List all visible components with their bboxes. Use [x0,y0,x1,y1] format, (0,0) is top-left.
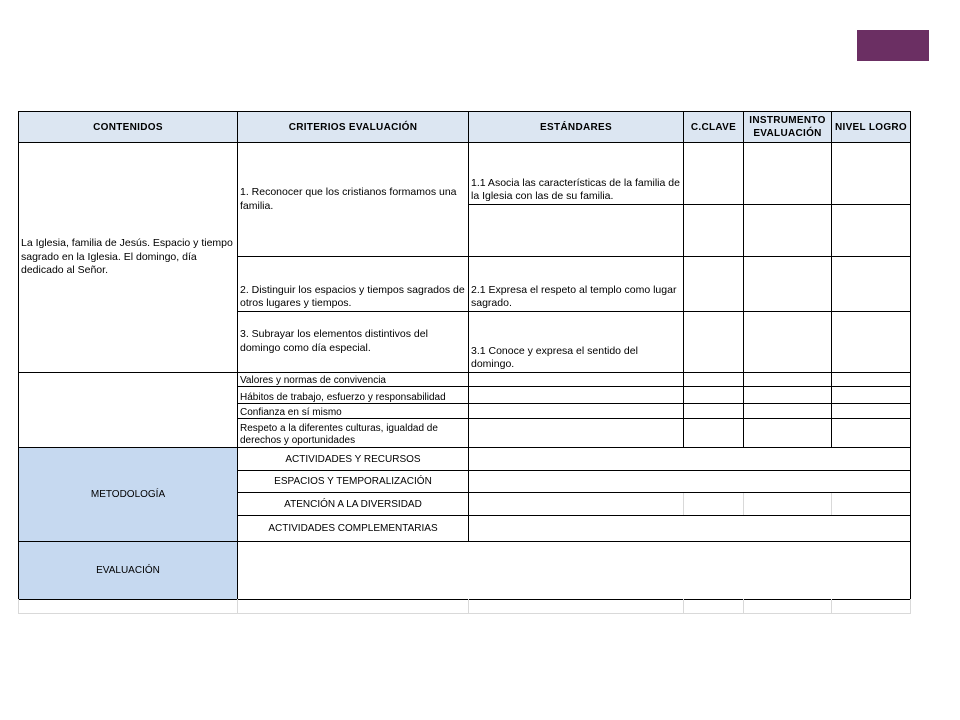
evaluacion-value [237,541,911,600]
valor-nivel-cell [831,386,911,404]
valor-instrumento-cell [743,372,832,387]
valor-cclave-cell [683,403,744,419]
cclave-cell [683,311,744,373]
nivel-cell [831,142,911,205]
valor-instrumento-cell [743,403,832,419]
cclave-cell [683,256,744,312]
instrumento-cell [743,256,832,312]
valor-nivel-cell [831,403,911,419]
valor-estandar-cell [468,403,684,419]
metodologia-row-1: ACTIVIDADES Y RECURSOS [237,447,469,471]
empty-row-cell [683,599,744,614]
empty-row-cell [831,599,911,614]
instrumento-cell [743,204,832,257]
valor-cclave-cell [683,386,744,404]
estandar-1: 1.1 Asocia las características de la familia de la Iglesia con las de su familia. [468,142,684,205]
valor-3: Confianza en sí mismo [237,403,469,419]
nivel-cell [831,311,911,373]
empty-row-cell [237,599,469,614]
metodologia-row-1-value [468,447,911,471]
valor-estandar-cell [468,386,684,404]
programming-table [18,111,911,614]
header-nivel-logro: NIVEL LOGRO [831,111,911,143]
metodologia-row-2-value [468,470,911,493]
valor-4: Respeto a la diferentes culturas, igualdad de derechos y oportunidades [237,418,469,448]
header-cclave: C.CLAVE [683,111,744,143]
metodologia-row-2: ESPACIOS Y TEMPORALIZACIÓN [237,470,469,493]
estandar-3: 3.1 Conoce y expresa el sentido del domingo. [468,311,684,373]
estandar-2: 2.1 Expresa el respeto al templo como lugar sagrado. [468,256,684,312]
criterio-1: 1. Reconocer que los cristianos formamos una familia. [237,142,469,257]
criterio-2: 2. Distinguir los espacios y tiempos sagrados de otros lugares y tiempos. [237,256,469,312]
metodologia-row-3-faint-grid [683,493,744,515]
header-contenidos: CONTENIDOS [18,111,238,143]
nivel-cell [831,204,911,257]
valores-left-cell [18,372,238,448]
estandar-empty [468,204,684,257]
valor-estandar-cell [468,372,684,387]
valor-instrumento-cell [743,418,832,448]
metodologia-row-3-faint-grid [743,493,832,515]
empty-row-cell [18,599,238,614]
empty-row-cell [468,599,684,614]
cclave-cell [683,142,744,205]
valor-cclave-cell [683,418,744,448]
header-criterios: CRITERIOS EVALUACIÓN [237,111,469,143]
header-instrumento: INSTRUMENTO EVALUACIÓN [743,111,832,143]
valor-2: Hábitos de trabajo, esfuerzo y responsabilidad [237,386,469,404]
criterio-3: 3. Subrayar los elementos distintivos del domingo como día especial. [237,311,469,373]
valor-cclave-cell [683,372,744,387]
instrumento-cell [743,142,832,205]
header-estandares: ESTÁNDARES [468,111,684,143]
contenido-cell: La Iglesia, familia de Jesús. Espacio y tiempo sagrado en la Iglesia. El domingo, día dedicado al Señor. [18,142,238,373]
metodologia-row-4-value [468,515,911,542]
metodologia-row-4: ACTIVIDADES COMPLEMENTARIAS [237,515,469,542]
evaluacion-label: EVALUACIÓN [18,541,238,600]
valor-nivel-cell [831,372,911,387]
empty-row-cell [743,599,832,614]
metodologia-label: METODOLOGÍA [18,447,238,542]
metodologia-row-3: ATENCIÓN A LA DIVERSIDAD [237,492,469,516]
instrumento-cell [743,311,832,373]
valor-nivel-cell [831,418,911,448]
valor-instrumento-cell [743,386,832,404]
valor-1: Valores y normas de convivencia [237,372,469,387]
valor-estandar-cell [468,418,684,448]
cclave-cell [683,204,744,257]
nivel-cell [831,256,911,312]
accent-bar [857,30,929,61]
